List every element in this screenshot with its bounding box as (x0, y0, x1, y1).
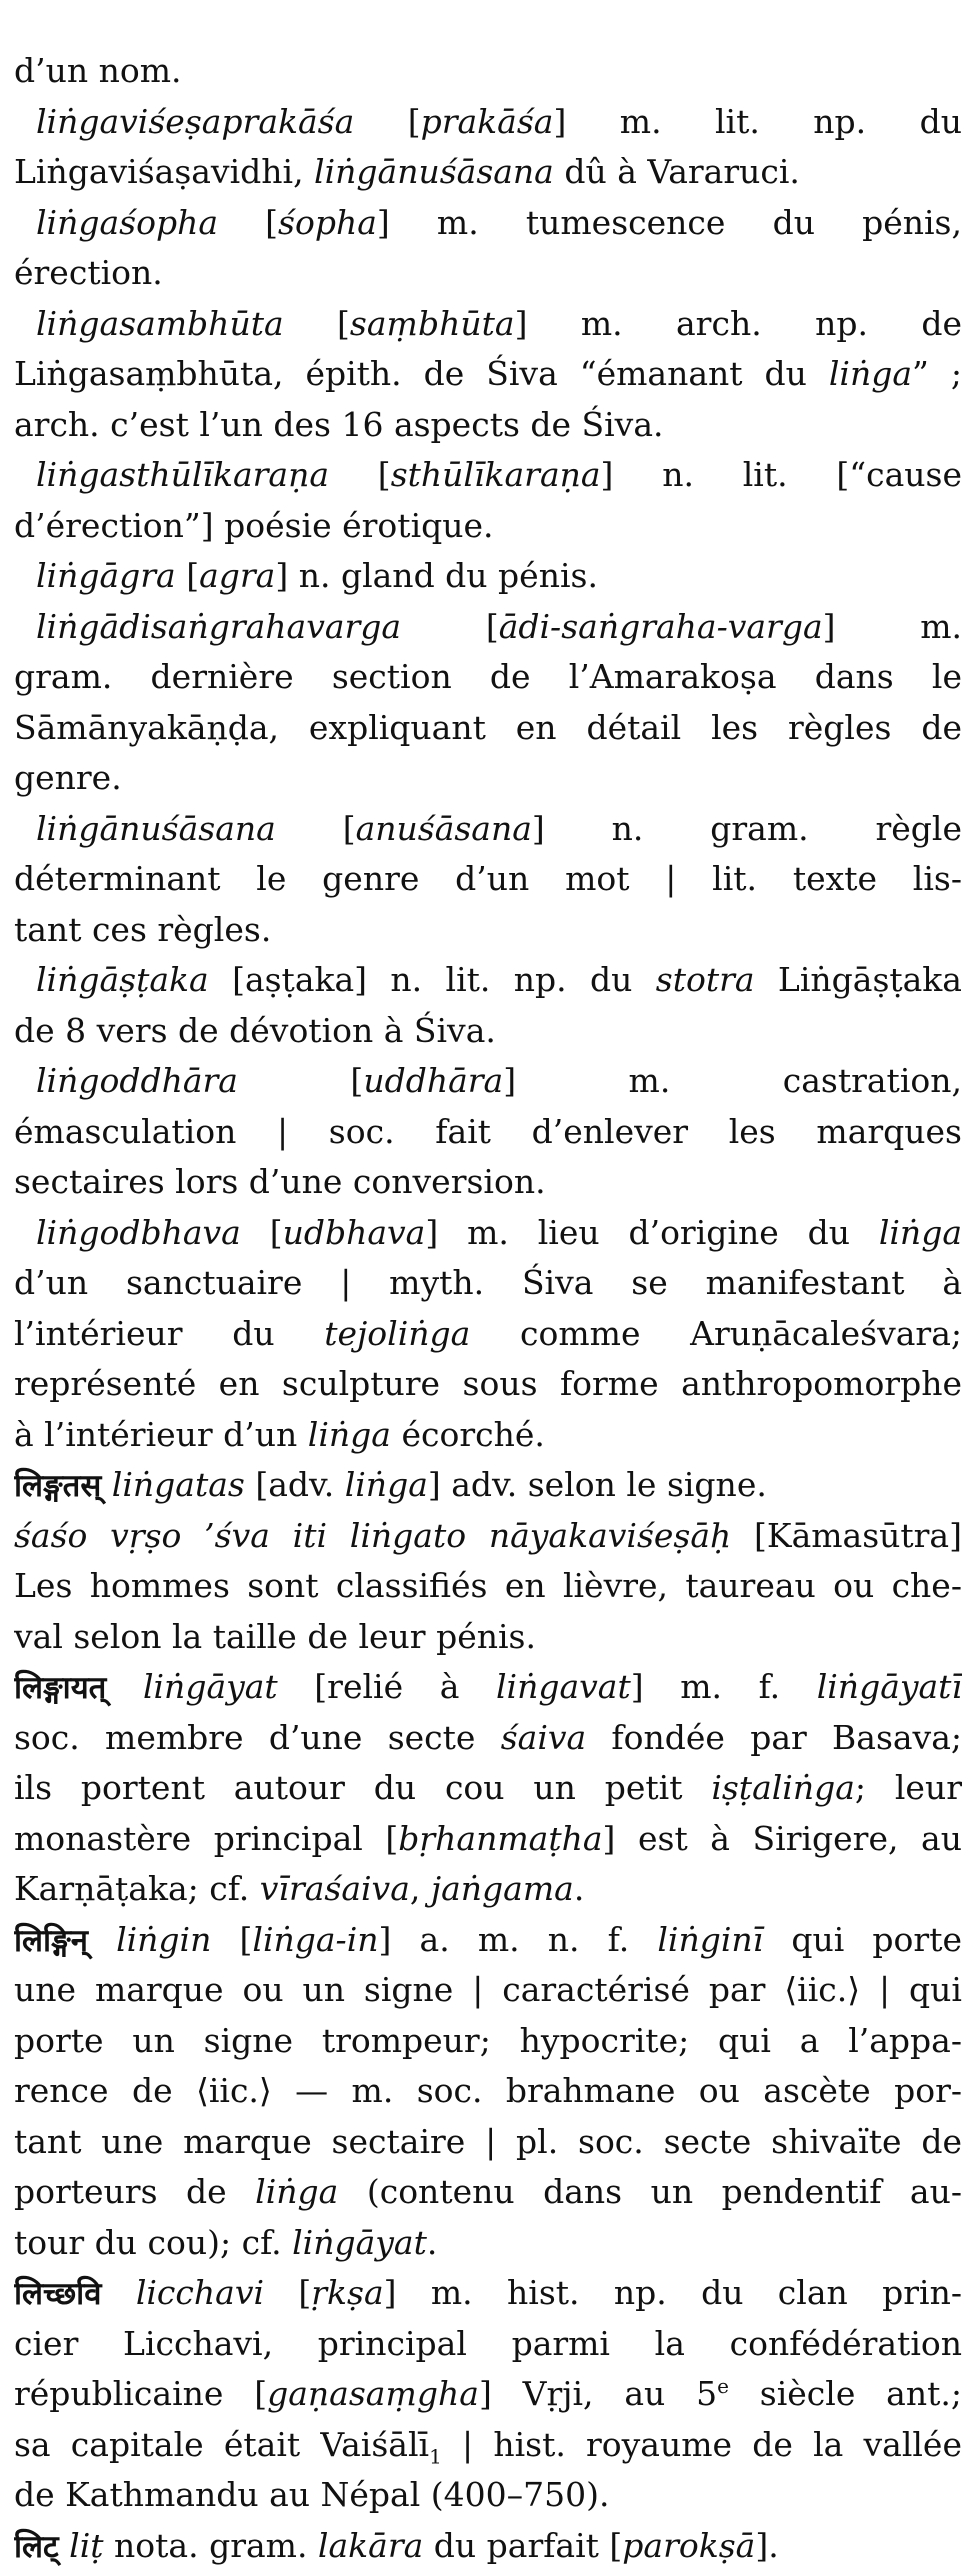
italic-text: liṅga-in (252, 1920, 378, 1959)
text-segment: ] m. (823, 607, 962, 646)
italic-text: uddhāra (363, 1061, 503, 1100)
text-segment: sectaires lors d’une conversion. (14, 1162, 546, 1201)
italic-text: ādi-saṅgraha-varga (499, 607, 823, 646)
text-segment: érection. (14, 253, 163, 292)
text-segment: [relié à (278, 1667, 496, 1706)
text-line (14, 2117, 962, 2168)
text-segment: ” ; (912, 354, 962, 393)
text-line (14, 2218, 962, 2269)
text-line (14, 955, 962, 1006)
text-segment: cier Licchavi, principal parmi la confédération (14, 2324, 962, 2363)
text-line (14, 248, 962, 299)
text-line (14, 1258, 962, 1309)
text-line (14, 1864, 962, 1915)
text-segment: . (574, 1869, 585, 1908)
text-segment: ] n. gram. règle (532, 809, 962, 848)
text-segment: ] m. castration, (503, 1061, 962, 1100)
italic-text: saṃbhūta (350, 304, 515, 343)
italic-text: liṅgāṣṭaka (36, 960, 209, 999)
text-segment: soc. membre d’une secte (14, 1718, 501, 1757)
italic-text: prakāśa (421, 102, 554, 141)
text-line (14, 1359, 962, 1410)
italic-text: iṣṭaliṅga (711, 1768, 855, 1807)
italic-text: liṅgānuśāsana (314, 152, 554, 191)
text-segment: ] m. arch. np. de (515, 304, 962, 343)
text-segment: . (427, 2223, 438, 2262)
text-segment: [ (176, 556, 199, 595)
italic-text: jaṅgama (431, 1869, 574, 1908)
text-line (14, 2167, 962, 2218)
text-line (14, 905, 962, 956)
italic-text: licchavi (136, 2273, 264, 2312)
text-line (14, 1107, 962, 1158)
italic-text: liṅgavat (496, 1667, 631, 1706)
text-segment: ]. (755, 2526, 778, 2565)
text-segment: ] Vṛji, au 5 (479, 2374, 717, 2413)
italic-text: liṅgāyatī (817, 1667, 962, 1706)
text-segment (101, 2273, 135, 2312)
italic-text: liṭ (69, 2526, 103, 2565)
italic-text: śaśo vṛṣo ’śva iti liṅgato nāyakaviśeṣāḥ (14, 1516, 731, 1555)
text-segment: ] m. hist. np. du clan prin- (384, 2273, 962, 2312)
italic-text: liṅgānuśāsana (36, 809, 276, 848)
text-segment: tant une marque sectaire | pl. soc. secte shivaïte de (14, 2122, 962, 2161)
text-segment: ] m. tumescence du pénis, (377, 203, 962, 242)
text-segment: | hist. royaume de la vallée (442, 2425, 962, 2464)
italic-text: bṛhanmaṭha (398, 1819, 602, 1858)
italic-text: liṅgāgra (36, 556, 176, 595)
text-segment: représenté en sculpture sous forme anthropomorphe (14, 1364, 962, 1403)
devanagari-headword: लिच्छवि (14, 2276, 101, 2312)
italic-text: liṅga (879, 1213, 962, 1252)
text-segment: à l’intérieur d’un (14, 1415, 308, 1454)
text-line (14, 2420, 962, 2471)
text-segment: [ (284, 304, 350, 343)
text-line (14, 400, 962, 451)
text-line (14, 703, 962, 754)
text-segment: , (410, 1869, 431, 1908)
text-segment: [aṣṭaka] n. lit. np. du (209, 960, 656, 999)
text-segment: [ (329, 455, 391, 494)
text-segment: genre. (14, 758, 122, 797)
text-segment: l’intérieur du (14, 1314, 324, 1353)
text-line (14, 1460, 962, 1511)
text-line (14, 1965, 962, 2016)
text-segment: ils portent autour du cou un petit (14, 1768, 711, 1807)
text-segment: porteurs de (14, 2172, 255, 2211)
text-line (14, 652, 962, 703)
text-segment: [ (218, 203, 278, 242)
text-segment: ] n. gland du pénis. (275, 556, 598, 595)
text-line (14, 1006, 962, 1057)
text-segment: de 8 vers de dévotion à Śiva. (14, 1011, 496, 1050)
italic-text: liṅgasthūlīkaraṇa (36, 455, 329, 494)
text-segment: fondée par Basava; (586, 1718, 962, 1757)
text-line (14, 147, 962, 198)
text-segment: ] adv. selon le signe. (428, 1465, 767, 1504)
text-segment (88, 1920, 116, 1959)
text-segment: ] n. lit. [“cause (601, 455, 962, 494)
text-line (14, 2521, 962, 2571)
text-segment (101, 1465, 112, 1504)
text-line (14, 2470, 962, 2521)
text-segment: ; leur (855, 1768, 962, 1807)
italic-text: parokṣā (622, 2526, 755, 2565)
text-segment: arch. c’est l’un des 16 aspects de Śiva. (14, 405, 664, 444)
text-segment: porte un signe trompeur; hypocrite; qui a l’appa- (14, 2021, 962, 2060)
italic-text: stotra (656, 960, 755, 999)
text-segment: siècle ant.; (729, 2374, 962, 2413)
text-segment: ] m. lit. np. du (553, 102, 962, 141)
text-segment: ] a. m. n. f. (379, 1920, 658, 1959)
text-segment: (contenu dans un pendentif au- (338, 2172, 962, 2211)
text-segment: nota. gram. (104, 2526, 318, 2565)
text-line (14, 1309, 962, 1360)
text-segment: [ (276, 809, 356, 848)
text-line (14, 1763, 962, 1814)
text-line (14, 551, 962, 602)
text-line (14, 1056, 962, 1107)
text-segment: Liṅgaviśaṣavidhi, (14, 152, 314, 191)
italic-text: vīraśaiva (260, 1869, 410, 1908)
text-segment: d’érection”] poésie érotique. (14, 506, 494, 545)
text-segment: écorché. (391, 1415, 545, 1454)
italic-text: liṅgoddhāra (36, 1061, 238, 1100)
text-segment: Sāmānyakāṇḍa, expliquant en détail les règles de (14, 708, 962, 747)
text-line (14, 2016, 962, 2067)
text-segment: Les hommes sont classifiés en lièvre, taureau ou che- (14, 1566, 962, 1605)
italic-text: śaiva (501, 1718, 586, 1757)
text-segment: tour du cou); cf. (14, 2223, 292, 2262)
text-segment: Liṅgasaṃbhūta, épith. de Śiva “émanant du (14, 354, 829, 393)
devanagari-headword: लिङ्गिन् (14, 1923, 88, 1959)
text-line (14, 804, 962, 855)
text-line (14, 1511, 962, 1562)
devanagari-headword: लिङ्गायत् (14, 1670, 106, 1706)
text-line (14, 753, 962, 804)
text-line (14, 1915, 962, 1966)
text-segment: [ (241, 1213, 283, 1252)
italic-text: liṅgādisaṅgrahavarga (36, 607, 401, 646)
text-segment: ] m. lieu d’origine du (425, 1213, 878, 1252)
text-segment: 1 (429, 2444, 442, 2468)
text-line (14, 1612, 962, 1663)
text-segment: du parfait [ (423, 2526, 622, 2565)
text-line (14, 1814, 962, 1865)
italic-text: liṅga (255, 2172, 338, 2211)
text-line (14, 2319, 962, 2370)
text-segment: val selon la taille de leur pénis. (14, 1617, 536, 1656)
text-segment: monastère principal [ (14, 1819, 398, 1858)
text-segment: [ (211, 1920, 252, 1959)
text-segment (59, 2526, 70, 2565)
text-line (14, 299, 962, 350)
text-line (14, 1713, 962, 1764)
italic-text: liṅgāyat (292, 2223, 427, 2262)
text-line (14, 1662, 962, 1713)
italic-text: liṅgodbhava (36, 1213, 241, 1252)
text-segment: e (717, 2374, 729, 2398)
text-segment: dû à Vararuci. (554, 152, 800, 191)
text-line (14, 349, 962, 400)
text-segment: émasculation | soc. fait d’enlever les marques (14, 1112, 962, 1151)
text-segment: ] est à Sirigere, au (603, 1819, 962, 1858)
italic-text: liṅgatas (112, 1465, 245, 1504)
italic-text: agra (199, 556, 275, 595)
text-line (14, 46, 962, 97)
text-line (14, 450, 962, 501)
text-segment: gram. dernière section de l’Amarakoṣa dans le (14, 657, 962, 696)
italic-text: sthūlīkaraṇa (391, 455, 601, 494)
text-segment: [ (238, 1061, 363, 1100)
text-segment: déterminant le genre d’un mot | lit. texte lis- (14, 859, 962, 898)
text-segment (106, 1667, 143, 1706)
text-line (14, 198, 962, 249)
text-segment: Karṇāṭaka; cf. (14, 1869, 260, 1908)
text-segment: rence de ⟨iic.⟩ — m. soc. brahmane ou ascète por- (14, 2071, 962, 2110)
italic-text: gaṇasaṃgha (267, 2374, 479, 2413)
italic-text: ṛkṣa (311, 2273, 383, 2312)
text-line (14, 97, 962, 148)
text-line (14, 1561, 962, 1612)
italic-text: liṅgāyat (143, 1667, 278, 1706)
text-line (14, 602, 962, 653)
italic-text: liṅgaviśeṣaprakāśa (36, 102, 354, 141)
text-segment: [ (401, 607, 499, 646)
text-segment: d’un sanctuaire | myth. Śiva se manifestant à (14, 1263, 962, 1302)
devanagari-headword: लिङ्गतस् (14, 1468, 101, 1504)
italic-text: udbhava (283, 1213, 426, 1252)
italic-text: tejoliṅga (324, 1314, 470, 1353)
italic-text: liṅga (308, 1415, 391, 1454)
text-segment: une marque ou un signe | caractérisé par ⟨iic.⟩ | qui (14, 1970, 962, 2009)
text-segment: ] m. f. (631, 1667, 817, 1706)
italic-text: lakāra (318, 2526, 423, 2565)
text-segment: [adv. (245, 1465, 345, 1504)
text-line (14, 1157, 962, 1208)
text-segment: Liṅgāṣṭaka (755, 960, 962, 999)
italic-text: liṅgin (116, 1920, 211, 1959)
text-segment: républicaine [ (14, 2374, 267, 2413)
text-segment: qui porte (763, 1920, 962, 1959)
italic-text: anuśāsana (356, 809, 532, 848)
text-segment: d’un nom. (14, 51, 182, 90)
italic-text: liṅga (345, 1465, 428, 1504)
italic-text: liṅga (829, 354, 912, 393)
text-line (14, 2369, 962, 2420)
italic-text: liṅgasambhūta (36, 304, 284, 343)
text-segment: [ (264, 2273, 311, 2312)
text-line (14, 2268, 962, 2319)
text-line (14, 1410, 962, 1461)
text-line (14, 854, 962, 905)
text-line (14, 501, 962, 552)
text-segment: tant ces règles. (14, 910, 271, 949)
text-segment: de Kathmandu au Népal (400–750). (14, 2475, 609, 2514)
text-segment: sa capitale était Vaiśālī (14, 2425, 429, 2464)
text-line (14, 2066, 962, 2117)
text-segment: [ (354, 102, 420, 141)
devanagari-headword: लिट् (14, 2529, 59, 2565)
italic-text: liṅginī (657, 1920, 763, 1959)
italic-text: śopha (278, 203, 377, 242)
text-segment: comme Aruṇācaleśvara; (470, 1314, 962, 1353)
italic-text: liṅgaśopha (36, 203, 218, 242)
text-line (14, 1208, 962, 1259)
text-segment: [Kāmasūtra] (731, 1516, 962, 1555)
